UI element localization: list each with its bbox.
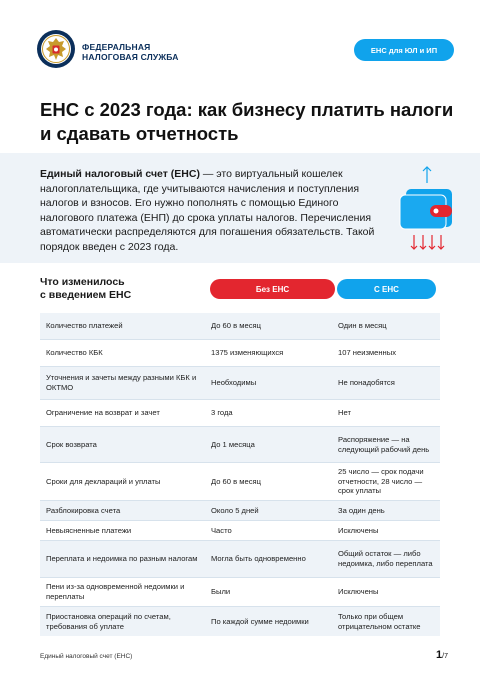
- row-with-ens: Распоряжение — на следующий рабочий день: [338, 434, 430, 454]
- row-without-ens: Были: [211, 587, 231, 597]
- row-without-ens: Часто: [211, 525, 232, 535]
- page-total: /7: [442, 653, 448, 660]
- row-parameter: Сроки для деклараций и уплаты: [46, 476, 161, 486]
- table-row: [40, 541, 440, 578]
- row-with-ens: Исключены: [338, 587, 379, 597]
- comparison-title-line2: с введением ЕНС: [40, 289, 132, 301]
- table-row: [40, 313, 440, 340]
- row-without-ens: До 60 в месяц: [211, 321, 261, 331]
- page-current: 1: [436, 649, 443, 661]
- intro-rest: — это виртуальный кошелек налогоплательщика, где учитываются начисления и поступления налогов и взносов. Его нужно пополнять с помощью Единого налогового платежа (ЕНП) до срока уплаты налогов. Перечисления автоматически распределяются для погашения обязательств. Такой порядок введен с 2023 года.: [40, 168, 375, 253]
- table-row: [40, 607, 440, 636]
- fns-emblem-icon: [36, 29, 76, 69]
- row-parameter: Переплата и недоимка по разным налогам: [46, 554, 198, 564]
- row-with-ens: 107 неизменных: [338, 348, 397, 358]
- row-with-ens: Общий остаток — либо недоимка, либо переплата: [338, 549, 433, 568]
- intro-text: [40, 167, 376, 255]
- row-parameter: Количество платежей: [46, 321, 123, 331]
- title-line1: ЕНС с 2023 года: как бизнесу платить налоги: [40, 99, 454, 120]
- org-name-line2: НАЛОГОВАЯ СЛУЖБА: [82, 52, 179, 62]
- header: [0, 0, 480, 86]
- wallet-icon: [392, 165, 462, 253]
- row-without-ens: До 60 в месяц: [211, 476, 261, 486]
- row-with-ens: Исключены: [338, 525, 379, 535]
- row-without-ens: 3 года: [211, 408, 233, 418]
- comparison-title-line1: Что изменилось: [40, 276, 125, 288]
- row-with-ens: За один день: [338, 505, 385, 515]
- row-parameter: Разблокировка счета: [46, 505, 121, 515]
- row-without-ens: Около 5 дней: [211, 505, 259, 515]
- row-with-ens: Нет: [338, 408, 351, 418]
- row-parameter: Ограничение на возврат и зачет: [46, 408, 160, 418]
- comparison-title: [40, 276, 131, 302]
- with-ens-header: С ЕНС: [337, 279, 436, 299]
- without-ens-header: Без ЕНС: [210, 279, 335, 299]
- table-row: [40, 463, 440, 501]
- row-with-ens: 25 число — срок подачи отчетности, 28 число — срок уплаты: [338, 467, 424, 496]
- row-without-ens: До 1 месяца: [211, 439, 255, 449]
- row-with-ens: Один в месяц: [338, 321, 387, 331]
- intro-block: [0, 153, 480, 263]
- row-parameter: Невыясненные платежи: [46, 525, 132, 535]
- row-parameter: Количество КБК: [46, 348, 103, 358]
- page-number: [436, 649, 448, 661]
- intro-bold: Единый налоговый счет (ЕНС): [40, 168, 200, 180]
- org-name-line1: ФЕДЕРАЛЬНАЯ: [82, 42, 151, 52]
- row-parameter: Уточнения и зачеты между разными КБК и ОКТМО: [46, 373, 197, 392]
- row-with-ens: Не понадобятся: [338, 378, 395, 388]
- table-row: [40, 400, 440, 427]
- table-row: [40, 340, 440, 367]
- row-parameter: Приостановка операций по счетам, требования об уплате: [46, 611, 171, 631]
- row-without-ens: Могла быть одновременно: [211, 554, 306, 564]
- page-title: [40, 98, 460, 146]
- table-row: [40, 427, 440, 463]
- row-without-ens: По каждой сумме недоимки: [211, 616, 309, 626]
- table-row: [40, 501, 440, 521]
- title-line2: и сдавать отчетность: [40, 123, 239, 144]
- org-name: [82, 42, 179, 62]
- comparison-table: [40, 313, 440, 636]
- row-parameter: Срок возврата: [46, 439, 97, 449]
- audience-badge[interactable]: ЕНС для ЮЛ и ИП: [354, 39, 454, 61]
- row-parameter: Пени из-за одновременной недоимки и переплаты: [46, 582, 185, 601]
- row-without-ens: 1375 изменяющихся: [211, 348, 284, 358]
- table-row: [40, 521, 440, 541]
- table-row: [40, 578, 440, 607]
- row-without-ens: Необходимы: [211, 378, 257, 388]
- footer-caption: Единый налоговый счет (ЕНС): [40, 653, 133, 660]
- table-row: [40, 367, 440, 400]
- row-with-ens: Только при общем отрицательном остатке: [338, 611, 421, 631]
